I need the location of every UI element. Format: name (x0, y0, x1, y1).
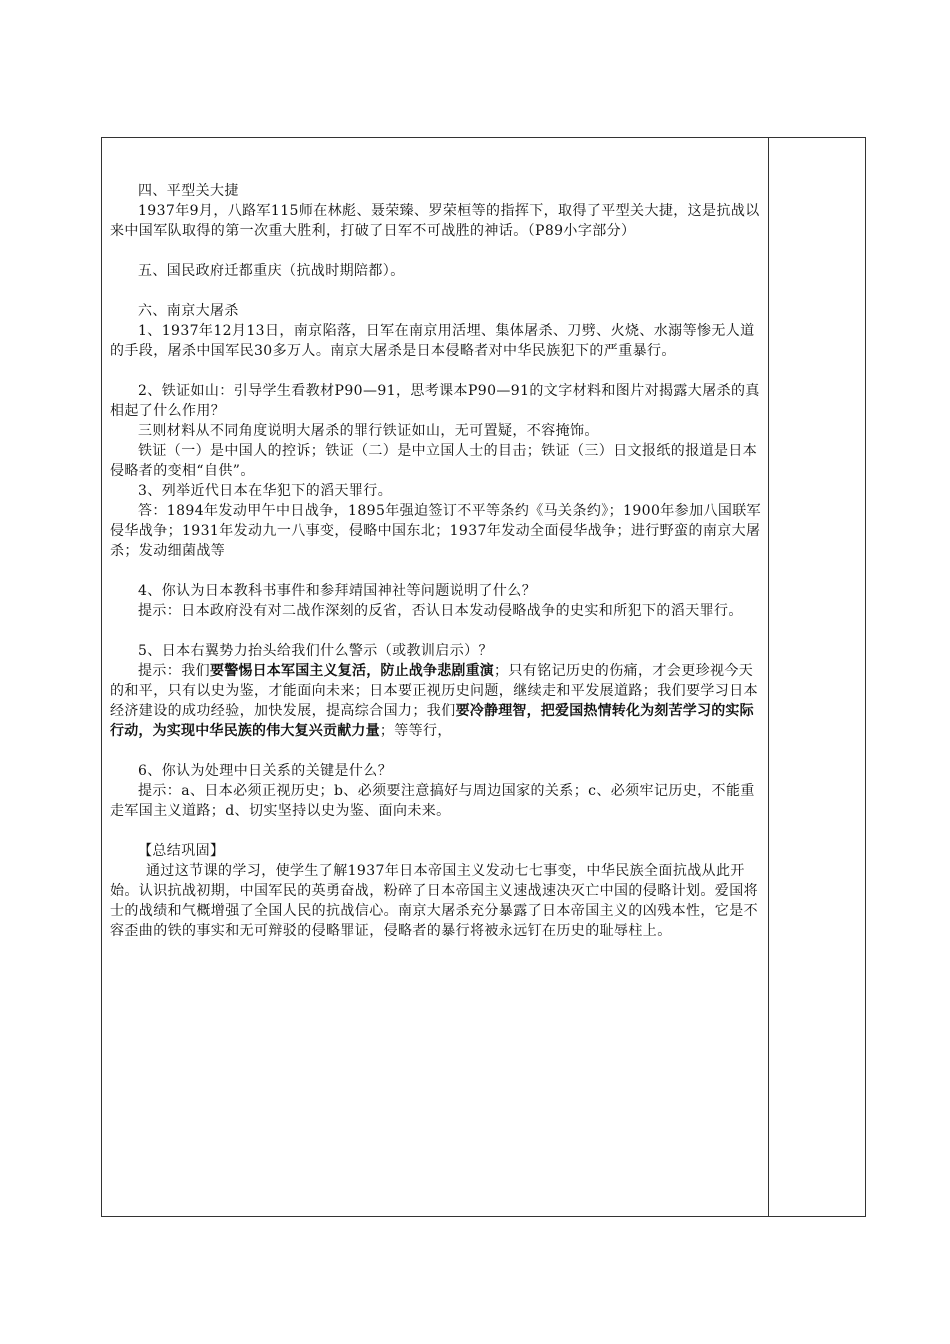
spacer (110, 241, 762, 261)
section-6-point-1: 1、1937年12月13日，南京陷落，日军在南京用活埋、集体屠杀、刀劈、火烧、水溺等惨无人道的手段，屠杀中国军民30多万人。南京大屠杀是日本侵略者对中华民族犯下的严重暴行。 (110, 323, 755, 359)
summary-body: 通过这节课的学习，使学生了解1937年日本帝国主义发动七七事变，中华民族全面抗战从此开始。认识抗战初期，中国军民的英勇奋战，粉碎了日本帝国主义速战速决灭亡中国的侵略计划。爱国将士的战绩和气概增强了全国人民的抗战信心。南京大屠杀充分暴露了日本帝国主义的凶残本性，它是不容歪曲的铁的事实和无可辩驳的侵略罪证，侵略者的暴行将被永远钉在历史的耻辱柱上。 (110, 863, 758, 939)
answer-text: ；只有铭记历史的伤痛，才会更珍视今天的和平，只有以史为鉴，才能面向未来；日本要正视历史问题，继续走和平发展道路；我们要学习日本经济建设的成功经验，加快发展，提高综合国力；我们 (110, 663, 758, 719)
column-divider (768, 137, 769, 1217)
section-6-evidence-summary: 三则材料从不同角度说明大屠杀的罪行铁证如山，无可置疑，不容掩饰。 (138, 423, 599, 439)
question-5: 5、日本右翼势力抬头给我们什么警示（或教训启示）？ (138, 643, 493, 659)
spacer (110, 281, 762, 301)
spacer (110, 621, 762, 641)
spacer (110, 741, 762, 761)
section-4-body: 1937年9月，八路军115师在林彪、聂荣臻、罗荣桓等的指挥下，取得了平型关大捷，这是抗战以来中国军队取得的第一次重大胜利，打破了日军不可战胜的神话。（P89小字部分） (110, 203, 760, 239)
lesson-content (110, 181, 762, 941)
spacer (110, 561, 762, 581)
spacer (110, 361, 762, 381)
section-6-answer: 答：1894年发动甲午中日战争，1895年强迫签订不平等条约《马关条约》；1900年参加八国联军侵华战争；1931年发动九一八事变，侵略中国东北；1937年发动全面侵华战争；进行野蛮的南京大屠杀；发动细菌战等 (110, 503, 762, 559)
question-4-answer: 提示：日本政府没有对二战作深刻的反省，否认日本发动侵略战争的史实和所犯下的滔天罪行。 (138, 603, 743, 619)
section-6-point-2: 2、铁证如山：引导学生看教材P90—91，思考课本P90—91的文字材料和图片对揭露大屠杀的真相起了什么作用？ (110, 383, 760, 419)
section-4-heading: 四、平型关大捷 (138, 183, 239, 199)
spacer (110, 821, 762, 841)
section-5-heading: 五、国民政府迁都重庆（抗战时期陪都）。 (138, 263, 405, 279)
answer-text: 提示：我们 (138, 663, 210, 679)
section-6-point-3: 3、列举近代日本在华犯下的滔天罪行。 (138, 483, 393, 499)
answer-bold-text: 要警惕日本军国主义复活，防止战争悲剧重演 (210, 663, 494, 679)
summary-heading: 【总结巩固】 (138, 843, 225, 859)
question-6-answer: 提示：a、日本必须正视历史；b、必须要注意搞好与周边国家的关系；c、必须牢记历史，不能重走军国主义道路；d、切实坚持以史为鉴、面向未来。 (110, 783, 755, 819)
answer-text: ；等等行， (379, 723, 452, 739)
question-6: 6、你认为处理中日关系的关键是什么？ (138, 763, 393, 779)
section-6-evidence-detail: 铁证（一）是中国人的控诉；铁证（二）是中立国人士的目击；铁证（三）日文报纸的报道是日本侵略者的变相“自供”。 (110, 443, 758, 479)
question-5-answer (110, 661, 762, 741)
section-6-heading: 六、南京大屠杀 (138, 303, 239, 319)
question-4: 4、你认为日本教科书事件和参拜靖国神社等问题说明了什么？ (138, 583, 537, 599)
answer-bold-text: 要冷静理智，把爱国热情转化为刻苦学习的实际行动，为实现中华民族的伟大复兴贡献力量 (110, 703, 754, 739)
